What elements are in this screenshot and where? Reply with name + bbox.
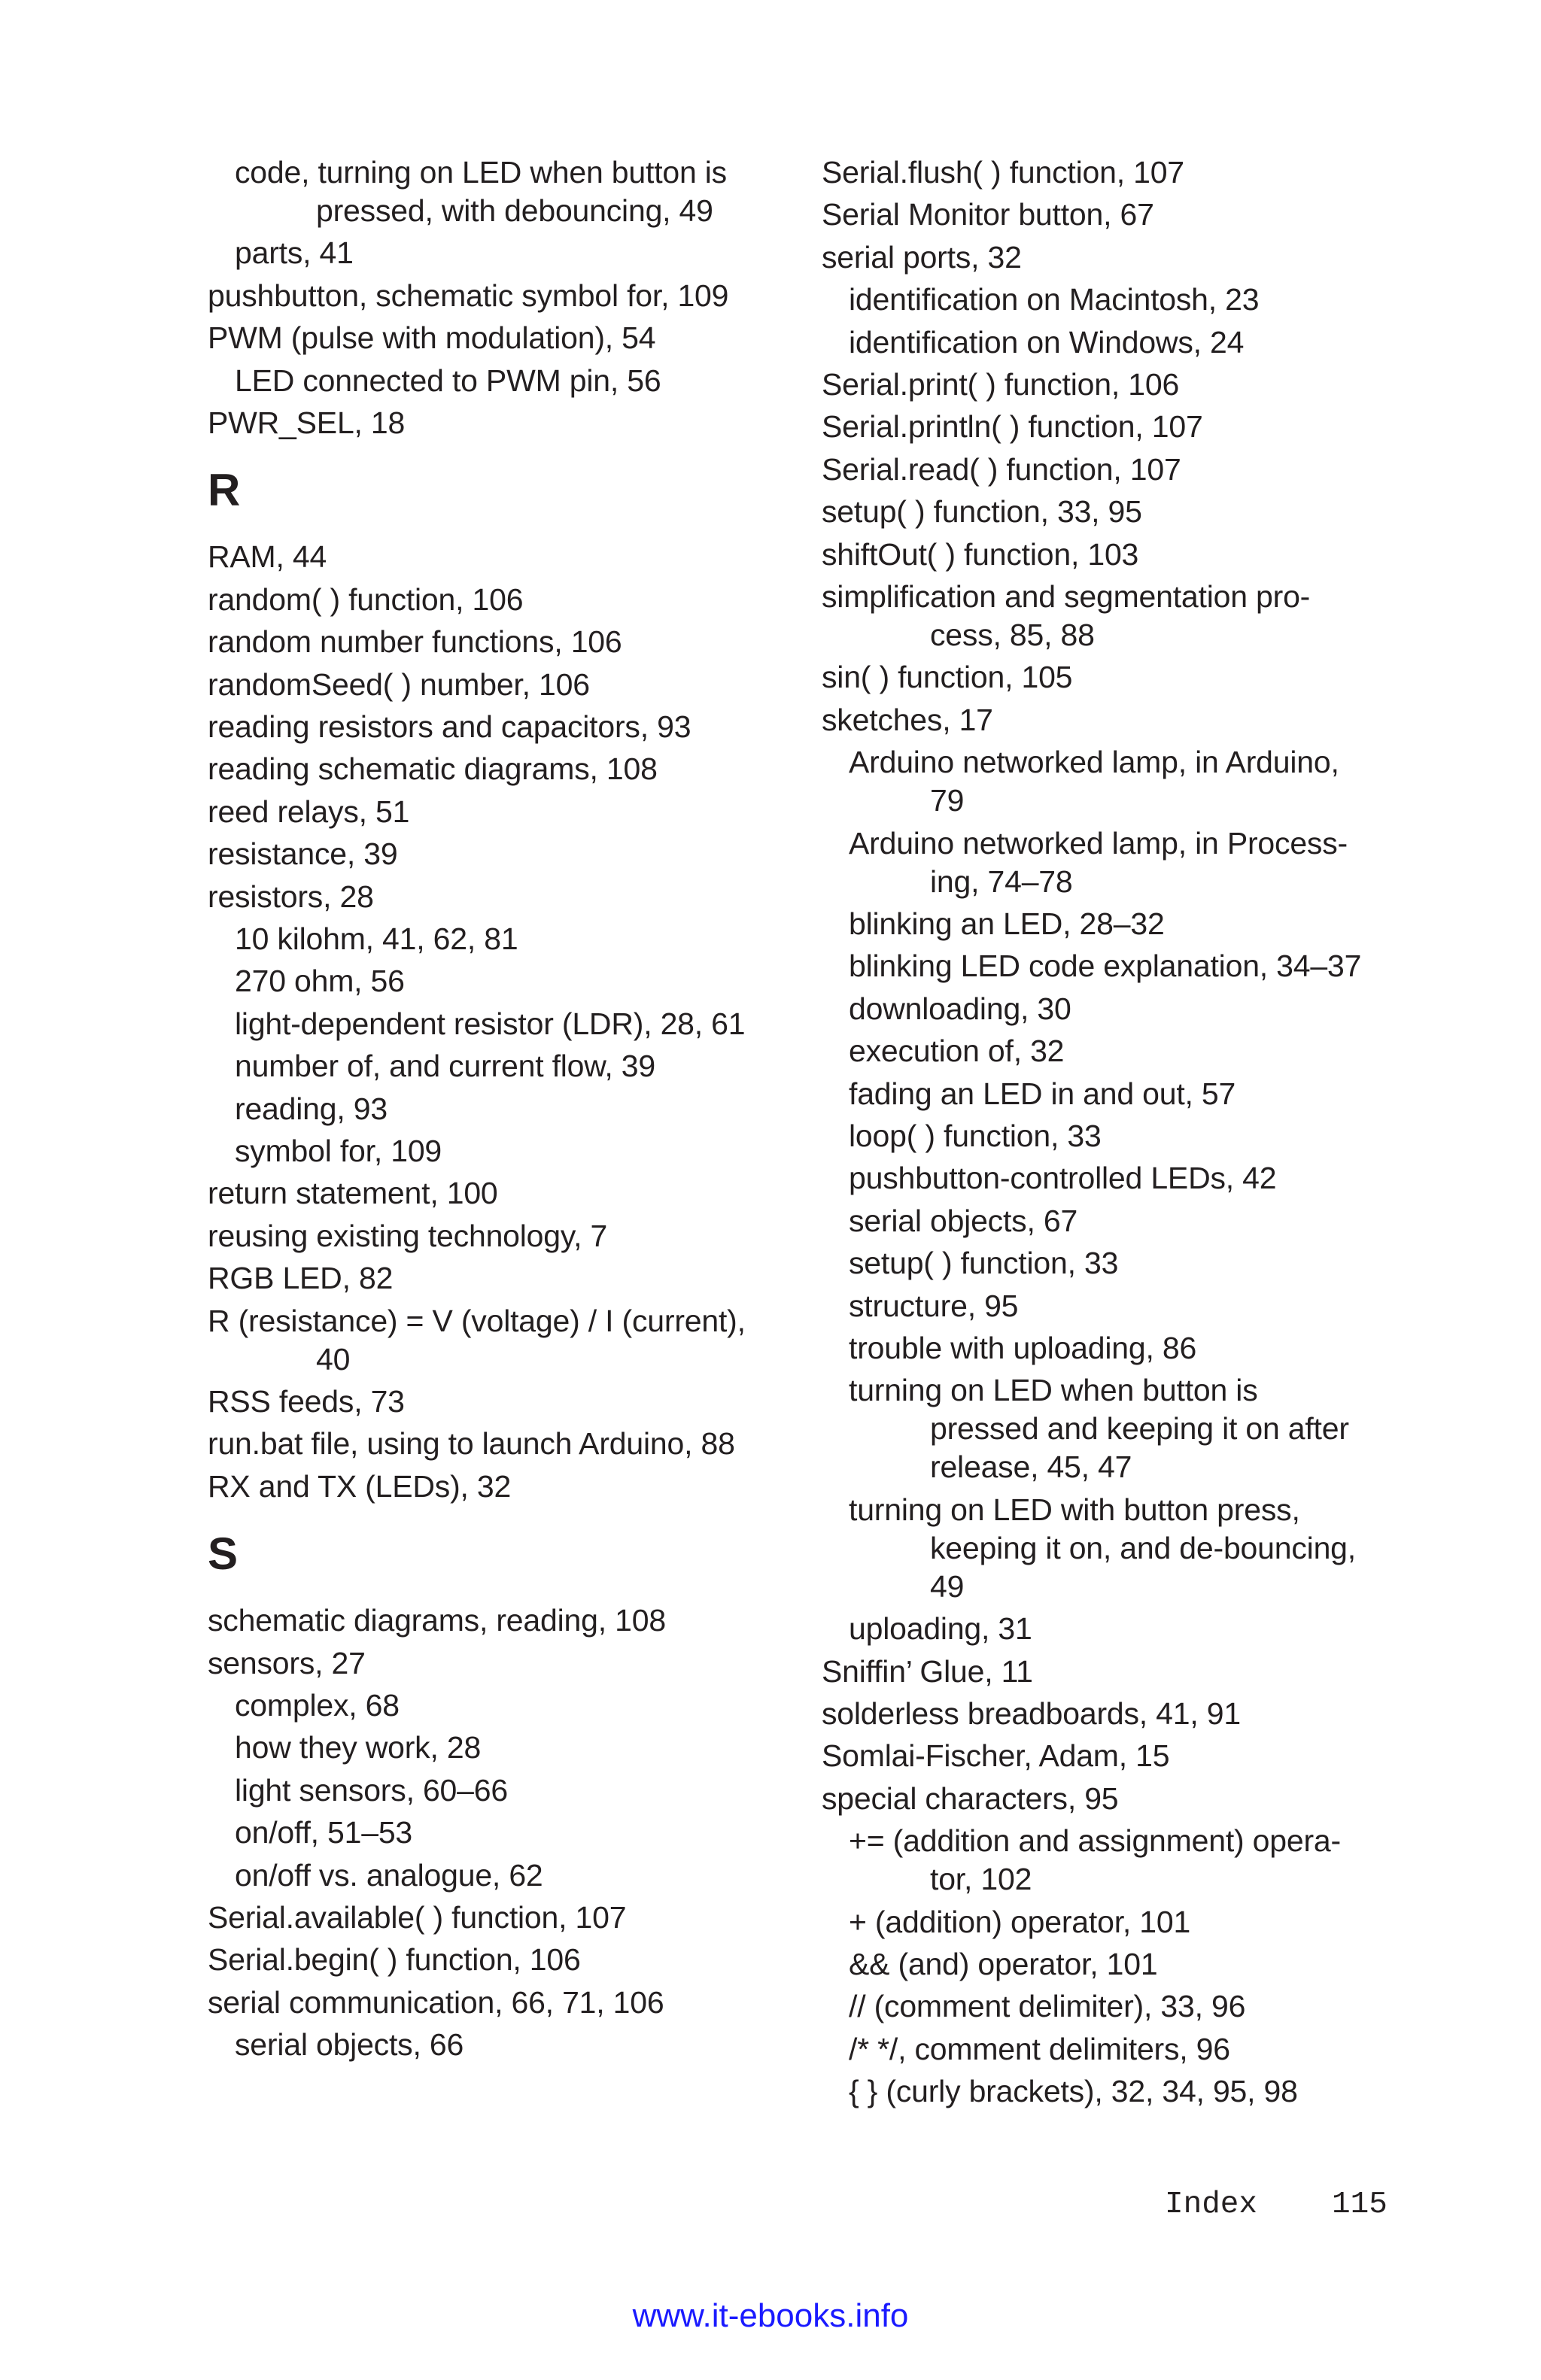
index-subentry: structure, 95 [849,1288,1019,1323]
index-subentry: + (addition) operator, 101 [849,1904,1191,1939]
index-subentry: downloading, 30 [849,991,1071,1026]
index-subentry: on/off, 51–53 [235,1815,413,1850]
index-entry: Serial.available( ) function, 107 [208,1900,627,1935]
index-subentry: pushbutton-controlled LEDs, 42 [849,1161,1277,1196]
index-entry: serial communication, 66, 71, 106 [208,1984,664,2020]
index-subentry: { } (curly brackets), 32, 34, 95, 98 [849,2074,1298,2109]
section-letter: R [208,465,241,516]
index-entry: R (resistance) = V (voltage) / I (current), [208,1303,746,1338]
index-entry: special characters, 95 [822,1780,1119,1816]
index-entry: Serial.print( ) function, 106 [822,367,1180,402]
index-subentry: identification on Macintosh, 23 [849,282,1260,317]
index-entry: Somlai-Fischer, Adam, 15 [822,1738,1170,1774]
index-entry: pushbutton, schematic symbol for, 109 [208,278,729,313]
index-entry: simplification and segmentation pro- [822,579,1311,614]
index-entry: resistance, 39 [208,836,398,872]
index-subentry: uploading, 31 [849,1611,1032,1647]
index-subentry: blinking an LED, 28–32 [849,906,1165,941]
index-entry: Serial Monitor button, 67 [822,197,1154,232]
index-entry: Serial.read( ) function, 107 [822,451,1181,487]
index-subentry: identification on Windows, 24 [849,324,1245,360]
index-subentry: /* */, comment delimiters, 96 [849,2031,1230,2066]
index-subentry: complex, 68 [235,1688,400,1723]
index-entry: sketches, 17 [822,702,993,737]
index-entry: random( ) function, 106 [208,581,524,617]
index-subentry: execution of, 32 [849,1034,1065,1069]
index-subentry: && (and) operator, 101 [849,1947,1158,1981]
index-entry: PWM (pulse with modulation), 54 [208,320,656,356]
index-subentry: reading, 93 [235,1091,388,1126]
index-subentry: 270 ohm, 56 [235,964,405,999]
index-subentry: Arduino networked lamp, in Process- [849,825,1348,861]
index-entry-continuation: release, 45, 47 [930,1450,1132,1485]
index-subentry: loop( ) function, 33 [849,1119,1102,1153]
index-subentry: symbol for, 109 [235,1134,442,1168]
index-entry: sensors, 27 [208,1645,366,1680]
index-entry: sin( ) function, 105 [822,660,1073,695]
index-entry: Sniffin’ Glue, 11 [822,1653,1033,1689]
index-subentry: how they work, 28 [235,1730,482,1765]
index-subentry: parts, 41 [235,235,354,271]
index-entry: reed relays, 51 [208,794,410,829]
index-entry: RAM, 44 [208,539,327,575]
index-entry: shiftOut( ) function, 103 [822,536,1139,572]
index-subentry: light-dependent resistor (LDR), 28, 61 [235,1006,746,1041]
index-subentry: 10 kilohm, 41, 62, 81 [235,921,518,956]
index-entry-continuation: pressed, with debouncing, 49 [316,193,713,228]
index-entry: reading schematic diagrams, 108 [208,751,658,787]
index-subentry: turning on LED when button is [849,1373,1258,1408]
index-entry: reading resistors and capacitors, 93 [208,709,691,744]
index-entry: Serial.println( ) function, 107 [822,409,1203,445]
index-entry-continuation: keeping it on, and de-bouncing, [930,1530,1356,1565]
index-subentry: trouble with uploading, 86 [849,1331,1197,1365]
index-entry-continuation: 79 [930,783,965,818]
index-entry-continuation: ing, 74–78 [930,864,1073,899]
index-subentry: Arduino networked lamp, in Arduino, [849,745,1339,780]
index-entry: reusing existing technology, 7 [208,1218,608,1253]
index-subentry: setup( ) function, 33 [849,1246,1119,1281]
index-entry: Serial.flush( ) function, 107 [822,155,1184,190]
index-entry: PWR_SEL, 18 [208,405,406,440]
index-entry: run.bat file, using to launch Arduino, 88 [208,1426,735,1462]
index-subentry: light sensors, 60–66 [235,1772,508,1808]
index-entry-continuation: pressed and keeping it on after [930,1411,1349,1447]
index-entry: RX and TX (LEDs), 32 [208,1468,512,1504]
index-subentry: fading an LED in and out, 57 [849,1076,1236,1111]
index-entry-continuation: tor, 102 [930,1862,1032,1897]
index-entry: schematic diagrams, reading, 108 [208,1603,666,1638]
index-subentry: += (addition and assignment) opera- [849,1823,1341,1859]
index-entry-continuation: 49 [930,1568,965,1604]
index-entry: serial ports, 32 [822,239,1022,275]
index-subentry: code, turning on LED when button is [235,155,727,190]
index-subentry: blinking LED code explanation, 34–37 [849,949,1362,984]
index-entry: Serial.begin( ) function, 106 [208,1942,581,1978]
index-subentry: LED connected to PWM pin, 56 [235,363,661,398]
watermark-url[interactable]: www.it-ebooks.info [632,2297,909,2334]
index-subentry: turning on LED with button press, [849,1492,1300,1527]
index-subentry: serial objects, 66 [235,2027,464,2063]
index-subentry: // (comment delimiter), 33, 96 [849,1989,1246,2024]
index-entry: setup( ) function, 33, 95 [822,494,1142,530]
index-entry: random number functions, 106 [208,624,622,660]
index-entry: return statement, 100 [208,1176,498,1211]
index-entry-continuation: 40 [316,1341,351,1377]
index-entry-continuation: cess, 85, 88 [930,618,1095,652]
index-entry: resistors, 28 [208,879,374,914]
index-entry: randomSeed( ) number, 106 [208,666,590,702]
index-entry: RSS feeds, 73 [208,1384,405,1419]
index-subentry: serial objects, 67 [849,1203,1078,1238]
index-entry: RGB LED, 82 [208,1261,394,1296]
running-footer-section: Index [1165,2187,1258,2222]
index-entry: solderless breadboards, 41, 91 [822,1696,1241,1731]
index-subentry: on/off vs. analogue, 62 [235,1857,543,1893]
page-number: 115 [1332,2187,1388,2222]
index-subentry: number of, and current flow, 39 [235,1049,656,1084]
section-letter: S [208,1528,239,1580]
